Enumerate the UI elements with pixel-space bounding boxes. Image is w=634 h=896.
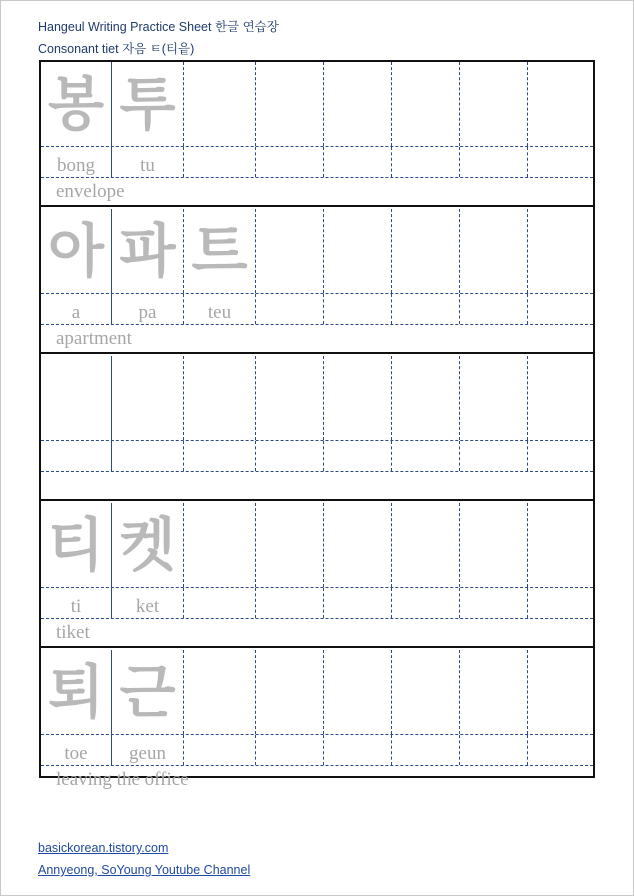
writing-cell: [41, 209, 112, 293]
romanization-cell: [528, 588, 593, 618]
writing-cell: [184, 650, 256, 734]
writing-cell: [324, 356, 392, 440]
writing-cell: [392, 650, 460, 734]
writing-cell: [112, 650, 184, 734]
romanization-cell: [324, 735, 392, 765]
romanization-cell: [528, 735, 593, 765]
romanization-cell: [184, 588, 256, 618]
trace-syllable: 켓: [119, 511, 176, 579]
romanization-cell: [41, 147, 112, 177]
romanization-cell: [256, 588, 324, 618]
romanization-text: ket: [135, 595, 160, 617]
sheet-subtitle: Consonant tiet 자음 ㅌ(티읕): [38, 42, 195, 56]
writing-cell: [256, 503, 324, 587]
writing-cell: [256, 356, 324, 440]
trace-syllable: 티: [47, 511, 105, 579]
writing-cell: [528, 650, 593, 734]
trace-syllable: 아: [47, 217, 105, 285]
writing-cell: [184, 356, 256, 440]
writing-cell: [460, 650, 528, 734]
writing-cell: [460, 356, 528, 440]
romanization-cell: [528, 441, 593, 471]
romanization-row: [41, 735, 593, 766]
writing-cell: [528, 209, 593, 293]
writing-cell: [41, 650, 112, 734]
meaning-row: [41, 325, 593, 354]
writing-cell: [460, 209, 528, 293]
writing-cell: [392, 356, 460, 440]
romanization-cell: [112, 294, 184, 324]
romanization-cell: [112, 441, 184, 471]
romanization-cell: [392, 294, 460, 324]
romanization-text: bong: [57, 154, 95, 176]
romanization-cell: [460, 147, 528, 177]
writing-cell: [528, 62, 593, 146]
practice-row: [41, 503, 593, 588]
writing-cell: [460, 62, 528, 146]
practice-row: [41, 209, 593, 294]
romanization-row: [41, 441, 593, 472]
romanization-cell: [392, 588, 460, 618]
romanization-cell: [184, 735, 256, 765]
practice-row: [41, 650, 593, 735]
writing-cell: [528, 356, 593, 440]
meaning-row: [41, 472, 593, 501]
meaning-row: [41, 178, 593, 207]
writing-cell: [392, 62, 460, 146]
romanization-text: teu: [207, 301, 232, 323]
writing-cell: [528, 503, 593, 587]
romanization-cell: [112, 735, 184, 765]
blog-link[interactable]: basickorean.tistory.com: [38, 841, 169, 855]
romanization-cell: [460, 588, 528, 618]
romanization-text: geun: [129, 742, 166, 764]
romanization-cell: [256, 147, 324, 177]
romanization-row: [41, 147, 593, 178]
romanization-cell: [256, 735, 324, 765]
romanization-row: [41, 588, 593, 619]
romanization-row: [41, 294, 593, 325]
writing-cell: [256, 650, 324, 734]
romanization-text: ti: [70, 595, 82, 617]
trace-syllable: 트: [191, 217, 248, 285]
romanization-cell: [184, 294, 256, 324]
writing-cell: [324, 503, 392, 587]
romanization-cell: [528, 147, 593, 177]
romanization-cell: [41, 294, 112, 324]
romanization-cell: [184, 441, 256, 471]
romanization-text: toe: [64, 742, 88, 764]
romanization-cell: [184, 147, 256, 177]
writing-cell: [256, 62, 324, 146]
writing-cell: [392, 503, 460, 587]
word-meaning: tiket: [56, 622, 90, 643]
romanization-cell: [460, 441, 528, 471]
writing-cell: [112, 62, 184, 146]
writing-cell: [41, 356, 112, 440]
romanization-cell: [41, 441, 112, 471]
trace-syllable: 투: [119, 70, 176, 138]
romanization-cell: [392, 147, 460, 177]
writing-cell: [324, 62, 392, 146]
meaning-row: [41, 619, 593, 648]
romanization-cell: [256, 441, 324, 471]
trace-syllable: 봉: [47, 70, 105, 138]
romanization-cell: [324, 294, 392, 324]
romanization-text: pa: [138, 301, 157, 323]
romanization-cell: [528, 294, 593, 324]
romanization-cell: [392, 441, 460, 471]
writing-cell: [112, 209, 184, 293]
romanization-cell: [256, 294, 324, 324]
writing-cell: [112, 356, 184, 440]
writing-cell: [324, 650, 392, 734]
meaning-row: [41, 766, 593, 790]
writing-cell: [184, 62, 256, 146]
romanization-cell: [324, 588, 392, 618]
romanization-cell: [41, 588, 112, 618]
word-meaning: envelope: [56, 181, 125, 202]
romanization-cell: [112, 588, 184, 618]
romanization-cell: [41, 735, 112, 765]
writing-cell: [184, 503, 256, 587]
romanization-text: a: [71, 301, 81, 323]
practice-row: [41, 356, 593, 441]
romanization-cell: [112, 147, 184, 177]
practice-row: [41, 62, 593, 147]
romanization-text: tu: [140, 154, 155, 176]
trace-syllable: 근: [119, 658, 176, 726]
romanization-cell: [324, 441, 392, 471]
practice-grid: [39, 60, 595, 790]
trace-syllable: 퇴: [47, 658, 105, 726]
romanization-cell: [324, 147, 392, 177]
romanization-cell: [460, 735, 528, 765]
sheet-title: Hangeul Writing Practice Sheet 한글 연습장: [38, 20, 279, 34]
word-meaning: apartment: [56, 328, 132, 349]
writing-cell: [392, 209, 460, 293]
romanization-cell: [392, 735, 460, 765]
word-meaning: leaving the office: [56, 769, 189, 790]
writing-cell: [41, 503, 112, 587]
writing-cell: [256, 209, 324, 293]
writing-cell: [324, 209, 392, 293]
trace-syllable: 파: [119, 217, 176, 285]
writing-cell: [112, 503, 184, 587]
writing-cell: [41, 62, 112, 146]
youtube-channel-link[interactable]: Annyeong, SoYoung Youtube Channel: [38, 863, 251, 877]
writing-cell: [460, 503, 528, 587]
romanization-cell: [460, 294, 528, 324]
writing-cell: [184, 209, 256, 293]
